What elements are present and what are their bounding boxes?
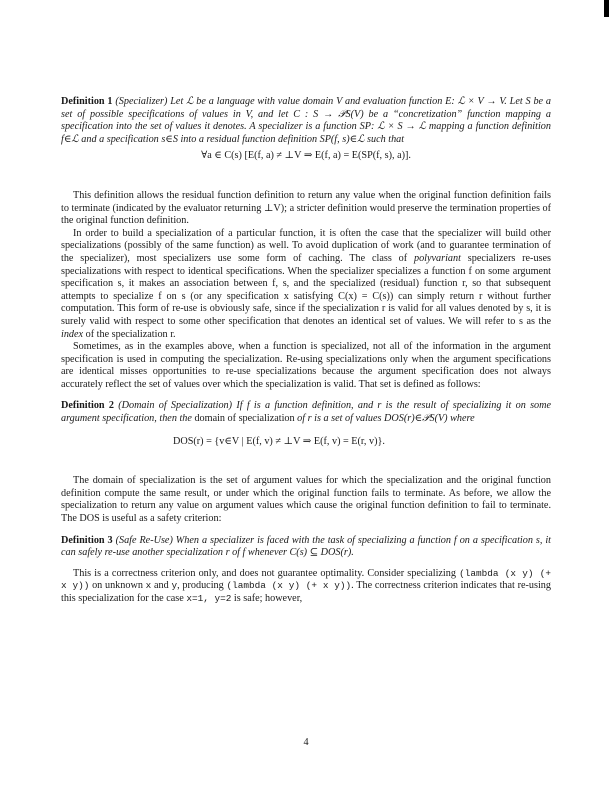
paragraph-optimality-part-d: , producing (177, 580, 227, 592)
paragraph-optimality-part-c: and (151, 580, 172, 592)
definition-3-label: Definition 3 (61, 534, 113, 546)
paragraph-optimality (61, 568, 551, 606)
paragraph-caching-part-c: of the specialization r. (83, 328, 176, 340)
paragraph-optimality-part-f: is safe; however, (231, 593, 303, 604)
definition-1-body: Let ℒ be a language with value domain V and evaluation function E: ℒ × V → V. Let S be a set of possible specifications of values in V, and let C : S → 𝒫S(V) be a “concretization” function mapping a specification into the set of values it denotes. A specializer is a function SP: ℒ × S → ℒ mapping a function definition f∈ℒ and a specification s∈S into a residual function definition SP(f, s)∈ℒ such that (61, 96, 551, 145)
term-polyvariant: polyvariant (413, 252, 461, 264)
definition-2-domain-term: domain of specialization (194, 413, 295, 425)
code-lambda-2: (lambda (x y) (+ x y)) (226, 580, 352, 592)
paragraph-caching-part-a: In order to build a specialization of a particular function, it is often the case that the specializer will build other specializations (possibly of the same function) as well. To avoid duplication of work (and to guarantee termination of the specializer), most specializers use some form of caching. The class of (61, 227, 551, 264)
definition-2 (61, 400, 551, 425)
definition-3-body: When a specializer is faced with the task of specializing a function f on a specification s, it can safely re-use another specialization r of f whenever C(s) ⊆ DOS(r). (61, 534, 552, 559)
definition-1-label: Definition 1 (61, 96, 113, 107)
paragraph-termination: This definition allows the residual function definition to return any value when the original function definition fails to terminate (indicated by the evaluator returning ⊥V); a stricter definition would preserve the termination properties of the original function definition. (61, 189, 551, 227)
code-assignment: x=1, y=2 (186, 593, 232, 604)
corner-registration-mark (604, 0, 609, 17)
definition-2-body-a: If f is a function definition, and r is the result of specializing it on some argument specification, then the (61, 400, 552, 425)
definition-2-label: Definition 2 (61, 400, 114, 412)
term-index: index (61, 328, 84, 340)
paragraph-optimality-part-a: This is a correctness criterion only, and does not guarantee optimality. Consider specializing (73, 567, 460, 579)
definition-3 (61, 535, 551, 560)
definition-2-title: (Domain of Specialization) (118, 400, 233, 412)
paragraph-caching-part-b: specializers re-uses specializations with respect to identical specifications. When the specializer specializes a function f on some argument specification s, it makes an association between f, s, and the specialized (residual) function r, so that subsequent attempts to specialize f on s (or any specification x satisfying C(x) = C(s)) can simply return r without further computation. This form of re-use is obviously safe, since if the specialization r is valid for all values denoted by s, it is surely valid with respect to some other specification that denotes an identical set of values. We will refer to s as the (61, 252, 551, 327)
definition-1-formula: ∀a ∈ C(s) [E(f, a) ≠ ⊥V ⇒ E(f, a) = E(SP(f, s), a)]. (201, 150, 411, 162)
definition-2-body-b: of r is a set of values DOS(r)∈𝒫S(V) where (294, 413, 475, 425)
definition-1 (61, 96, 551, 146)
page-body (61, 96, 551, 606)
definition-3-title: (Safe Re-Use) (115, 534, 173, 546)
paragraph-optimality-part-e: . The correctness criterion indicates that re-using this specialization for the case (61, 580, 551, 604)
definition-1-title: (Specializer) (115, 96, 168, 107)
paragraph-reuse: Sometimes, as in the examples above, when a function is specialized, not all of the information in the argument specification is used in computing the specialization. Re-using specializations only when the argument specifications are identical misses opportunities to re-use specializations because the argument specification does not always accurately reflect the set of values over which the specialization is valid. That set is defined as follows: (61, 341, 551, 390)
paragraph-caching (61, 228, 551, 341)
code-x: x (145, 580, 152, 592)
paragraph-optimality-part-b: on unknown (89, 580, 146, 592)
page-number: 4 (303, 737, 309, 748)
paragraph-domain: The domain of specialization is the set of argument values for which the specialization and the original function definition compute the same result, or under which the original function fails to terminate. As before, we allow the specialization to return any value on argument values which cause the original function definition to fail to terminate. The DOS is useful as a safety criterion: (61, 475, 551, 525)
code-lambda-1: (lambda (x y) (+ x y)) (61, 567, 551, 592)
definition-2-formula: DOS(r) = {v∈V | E(f, v) ≠ ⊥V ⇒ E(f, v) = E(r, v)}. (173, 435, 385, 447)
code-y: y (171, 580, 178, 592)
